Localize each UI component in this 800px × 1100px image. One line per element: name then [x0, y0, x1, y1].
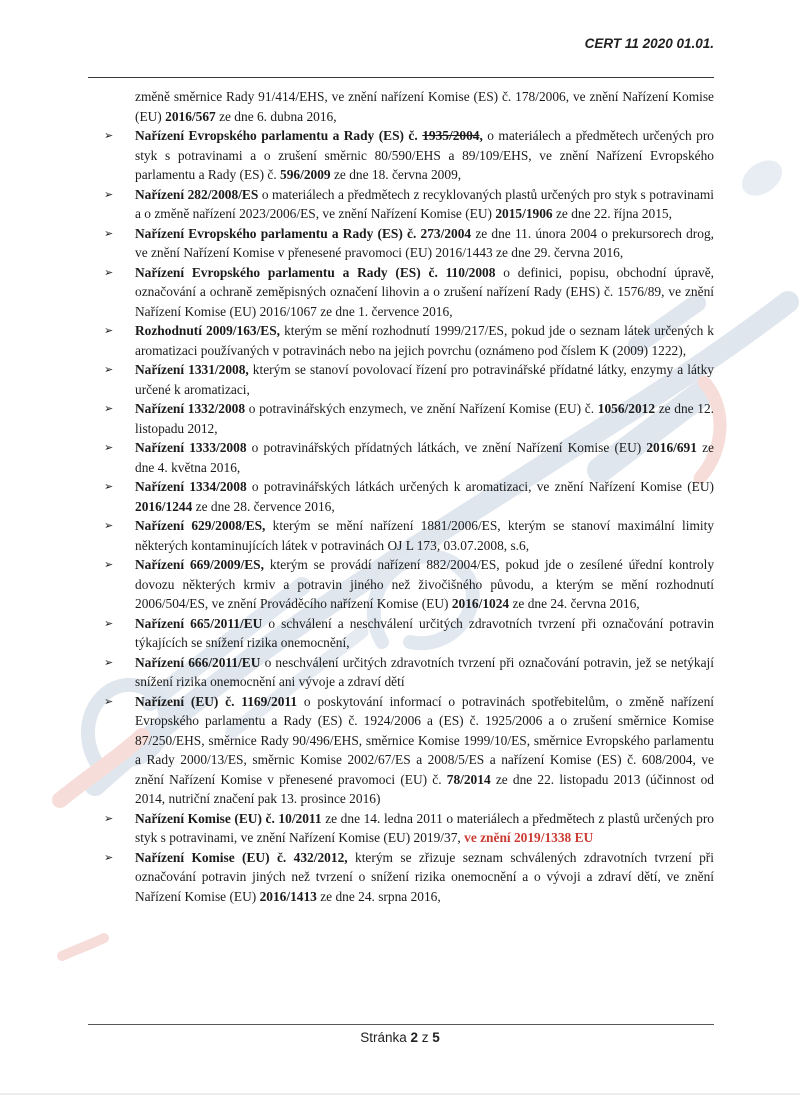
arrow-bullet-icon: ➢ [104, 363, 114, 376]
scan-bottom-edge [0, 1093, 800, 1095]
text-segment: o schválení a neschválení určitých zdravotních tvrzení při označování potravin týkajících se snížení rizika onemocnění, [135, 615, 714, 650]
continuation-paragraph [88, 87, 714, 126]
list-item [88, 185, 714, 224]
list-item [88, 516, 714, 555]
text-segment: ze dne 28. července 2016, [192, 498, 335, 514]
text-segment: Nařízení 669/2009/ES, [135, 557, 264, 572]
text-segment: 2016/1244 [135, 498, 193, 514]
arrow-bullet-icon: ➢ [104, 655, 114, 669]
text-segment: kterým se provádí nařízení 882/2004/ES, pokud jde o zesílené úřední kontroly dovozu některých krmiv a potravin jiného než živočišného původu, a kterým se mění rozhodnutí 2006/504/ES, ve znění Prováděcího nařízení Komise (EU) [135, 557, 715, 611]
text-segment: změně směrnice Rady 91/414/EHS, ve znění nařízení Komise (ES) č. 178/2006, ve znění Nařízení Komise (EU) [135, 89, 714, 124]
arrow-bullet-icon: ➢ [104, 558, 114, 571]
text-segment: kterým se mění nařízení 1881/2006/ES, kterým se stanoví maximální limity některých kontaminujících látek v potravinách OJ L 173, 03.07.2008, s.6, [135, 518, 714, 553]
text-segment: Rozhodnutí 2009/163/ES, [135, 323, 281, 338]
list-item [88, 321, 714, 360]
footer-total-pages: 5 [432, 1030, 440, 1045]
text-segment: 78/2014 [446, 771, 491, 787]
footer-rule [88, 1024, 714, 1025]
text-segment: Nařízení 282/2008/ES [135, 186, 259, 202]
list-item [88, 555, 714, 614]
list-item [88, 692, 714, 809]
text-segment: Nařízení 666/2011/EU [135, 654, 261, 670]
text-segment: 1935/2004 [422, 128, 480, 143]
arrow-bullet-icon: ➢ [104, 324, 114, 337]
list-item [88, 809, 714, 848]
list-item [88, 126, 714, 185]
arrow-bullet-icon: ➢ [104, 129, 114, 142]
list-item [88, 614, 714, 653]
arrow-bullet-icon: ➢ [104, 187, 114, 201]
text-segment: 2016/691 [646, 440, 697, 455]
arrow-bullet-icon: ➢ [104, 519, 114, 532]
text-segment: kterým se zřizuje seznam schválených zdravotních tvrzení při označování potravin jiných než tvrzení o snížení rizika onemocnění a o vývoji a zdraví dětí, ve znění Nařízení Komise (EU) [135, 849, 714, 904]
text-segment: o neschválení určitých zdravotních tvrzení při označování potravin, jež se netýkají snížení rizika onemocnění ani vývoje a zdraví dětí [135, 654, 714, 689]
text-segment: ze dne 24. srpna 2016, [316, 888, 441, 904]
text-segment: 596/2009 [280, 167, 331, 182]
arrow-bullet-icon: ➢ [104, 694, 114, 708]
text-segment: ze dne 12. listopadu 2012, [135, 401, 715, 436]
text-segment: Nařízení 1332/2008 [135, 401, 246, 416]
arrow-bullet-icon: ➢ [104, 402, 114, 415]
text-segment: ze dne 18. června 2009, [330, 167, 462, 182]
arrow-bullet-icon: ➢ [104, 480, 114, 493]
text-segment: 2016/567 [165, 108, 216, 124]
header-rule [88, 77, 714, 78]
text-segment: , [479, 128, 483, 143]
text-segment: Nařízení 1334/2008 [135, 479, 247, 494]
text-segment: kterým se stanoví povolovací řízení pro potravinářské přídatné látky, enzymy a látky určené k aromatizaci, [135, 362, 714, 397]
text-segment: Nařízení (EU) č. 1169/2011 [135, 693, 298, 709]
arrow-bullet-icon: ➢ [104, 265, 114, 279]
footer-page-number: 2 [410, 1030, 418, 1045]
text-segment: ze dne 14. ledna 2011 o materiálech a předmětech z plastů určených pro styk s potravinami, ve znění Nařízení Komise (EU) 2019/37, [135, 810, 714, 845]
text-segment: o potravinářských látkách určených k aromatizaci, ve znění Nařízení Komise (EU) [246, 479, 714, 494]
list-item [88, 848, 714, 907]
text-segment: 2016/1024 [451, 596, 510, 611]
arrow-bullet-icon: ➢ [104, 226, 114, 240]
text-segment: Nařízení Komise (EU) č. 432/2012, [135, 849, 348, 865]
page-footer [0, 1030, 800, 1045]
text-segment: kterým se mění rozhodnutí 1999/217/ES, pokud jde o seznam látek určených k aromatizaci používaných v potravinách nebo na jejich povrchu (oznámeno pod číslem K (2009) 1222), [135, 323, 714, 358]
footer-separator: z [421, 1030, 429, 1045]
text-segment: ze dne 4. května 2016, [135, 440, 714, 475]
list-item [88, 224, 714, 263]
arrow-bullet-icon: ➢ [104, 616, 114, 630]
arrow-bullet-icon: ➢ [104, 850, 114, 864]
text-segment: 2016/1413 [259, 888, 317, 904]
text-segment: o materiálech a předmětech z recyklovaných plastů určených pro styk s potravinami a o změně nařízení 2023/2006/ES, ve znění Nařízení Komise (EU) [135, 186, 714, 221]
list-item [88, 263, 714, 322]
footer-label: Stránka [360, 1030, 407, 1045]
text-segment: o potravinářských přídatných látkách, ve znění Nařízení Komise (EU) [246, 440, 647, 455]
text-segment: o definici, popisu, obchodní úpravě, označování a ochraně zeměpisných označení lihovin a o zrušení nařízení Rady (EHS) č. 1576/89, ve znění Nařízení Komise (EU) 2016/1067 ze dne 1. července 2016, [135, 264, 715, 319]
text-segment: ze dne 24. června 2016, [509, 596, 640, 611]
text-segment: ze dne 6. dubna 2016, [215, 108, 337, 124]
text-segment: ze dne 22. října 2015, [552, 206, 672, 221]
text-segment: Nařízení Evropského parlamentu a Rady (ES) č. 110/2008 [135, 264, 496, 280]
text-segment: ze dne 22. listopadu 2013 (účinnost od 2014, nutriční značení pak 13. prosince 2016) [135, 771, 714, 806]
text-segment: o materiálech a předmětech určených pro styk s potravinami a o zrušení směrnic 80/590/EHS a 89/109/EHS, ve znění Nařízení Evropského parlamentu a Rady (ES) č. [135, 128, 714, 182]
document-code: CERT 11 2020 01.01. [584, 36, 714, 51]
text-segment: Nařízení 665/2011/EU [135, 615, 263, 631]
text-segment: Nařízení Evropského parlamentu a Rady (ES) č. [135, 128, 423, 143]
list-item [88, 360, 714, 399]
list-item [88, 438, 714, 477]
arrow-bullet-icon: ➢ [104, 811, 114, 825]
text-segment: 2015/1906 [495, 206, 553, 221]
text-segment: Nařízení 629/2008/ES, [135, 518, 266, 533]
arrow-bullet-icon: ➢ [104, 441, 114, 454]
text-segment: Nařízení Komise (EU) č. 10/2011 [135, 810, 322, 826]
text-segment: 1056/2012 [597, 401, 656, 416]
text-segment: Nařízení Evropského parlamentu a Rady (ES) č. 273/2004 [135, 225, 472, 241]
text-segment: Nařízení 1333/2008 [135, 440, 247, 455]
text-segment: o poskytování informací o potravinách spotřebitelům, o změně nařízení Evropského parlamentu a Rady (ES) č. 1924/2006 a (ES) č. 1925/2006 a o zrušení směrnice Komise 87/250/EHS, směrnice Rady 90/496/EHS, směrnice Komise 1999/10/ES, směrnice Evropského parlamentu a Rady 2000/13/ES, směrnic Komise 2002/67/ES a 2008/5/ES a nařízení Komise (ES) č. 608/2004, ve znění Nařízení Komise v přenesené pravomoci (EU) č. [135, 693, 714, 787]
regulation-list [88, 87, 714, 906]
text-segment: ze dne 11. února 2004 o prekursorech drog, ve znění Nařízení Komise v přenesené pravomoci (EU) 2016/1443 ze dne 29. června 2016, [135, 225, 714, 260]
list-item [88, 653, 714, 692]
list-item [88, 399, 714, 438]
text-segment: ve znění 2019/1338 EU [464, 830, 594, 845]
text-segment: Nařízení 1331/2008, [135, 362, 249, 377]
list-item [88, 477, 714, 516]
text-segment: o potravinářských enzymech, ve znění Nařízení Komise (EU) č. [245, 401, 598, 416]
